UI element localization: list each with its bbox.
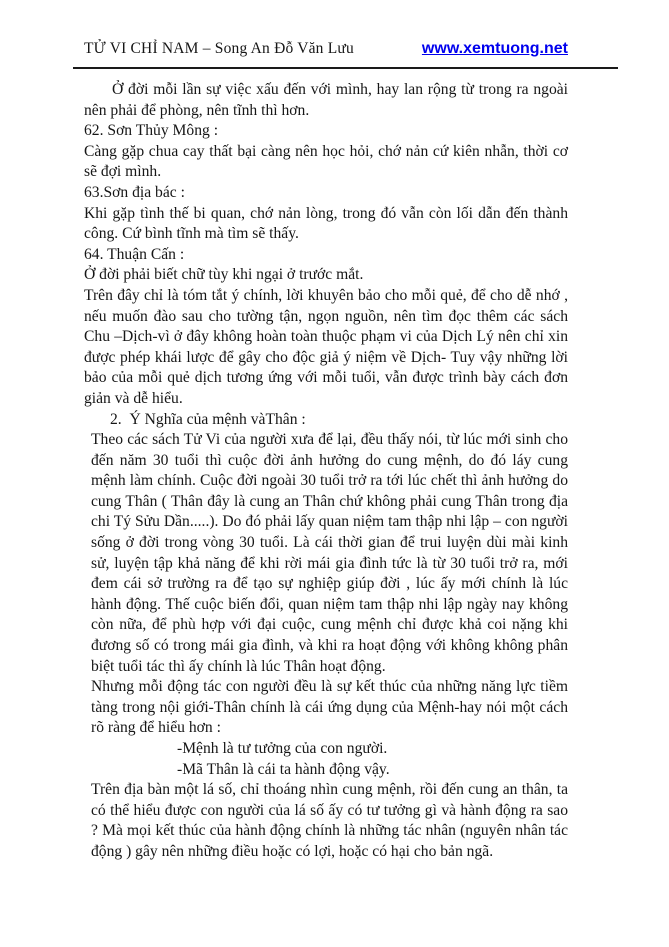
paragraph-que-62-advice: Càng gặp chua cay thất bại càng nên học hỏi, chớ nản cứ kiên nhẫn, thời cơ sẽ đợi mình. (84, 142, 568, 181)
header-divider (73, 67, 618, 69)
paragraph-que-64-advice: Ở đời phải biết chữ tùy khi ngại ở trước mắt. (84, 266, 364, 284)
paragraph-que-61-advice: Ở đời mỗi lần sự việc xấu đến với mình, hay lan rộng từ trong ra ngoài nên phải để phòng, nên tĩnh thì hơn. (84, 81, 568, 119)
heading-que-62: 62. Sơn Thủy Mông : (84, 122, 219, 140)
list-item-menh: -Mệnh là tư tưởng của con người. (177, 740, 388, 757)
paragraph-menh-than-1: Theo các sách Tử Vi của người xưa để lại, đều thấy nói, từ lúc mới sinh cho đến năm 30 tuổi thì cuộc đời ảnh hưởng do cung mệnh, do đó láy cung mệnh làm chính. Cuộc đời ngoài 30 tuổi trở ra tới lúc chết thì ảnh hưởng do cung Thân ( Thân đây là cung an Thân chứ không phải cung Thân trong địa chi Tý Sửu Dần.....). Do đó phải lấy quan niệm tam thập nhi lập – con người sống ở đời trong vòng 30 tuổi. Là cái thời gian để trui luyện dùi mài kinh sử, luyện tập khả năng để khi rời mái gia đình tức là từ 30 tuổi trở ra, mới đem cái sở trường ra để tạo sự nghiệp giúp đời , lúc ấy mới chính là lúc hành động. Thế cuộc biến đổi, quan niệm tam thập nhi lập ngày nay không còn nữa, để phù hợp với đại cuộc, cung mệnh chỉ được khả coi nặng khi đương số có trong mái gia đình, và khi ra hoạt động với không không phân biệt tuổi tác thì ấy chính là lúc Thân hoạt động. (91, 431, 568, 675)
document-body (84, 80, 568, 863)
heading-que-63: 63.Sơn địa bác : (84, 183, 185, 201)
list-item-than: -Mã Thân là cái ta hành động vậy. (177, 760, 390, 778)
paragraph-que-63-advice: Khi gặp tình thế bi quan, chớ nản lòng, trong đó vẫn còn lối dẫn đến thành công. Cứ bình tĩnh mà tìm sẽ thấy. (84, 204, 568, 243)
paragraph-summary: Trên đây chỉ là tóm tắt ý chính, lời khuyên bảo cho mỗi quẻ, để cho dễ nhớ , nếu muốn đào sau cho tường tận, ngọn nguồn, nên tìm đọc thêm các sách Chu –Dịch-vì ở đây không hoàn toàn thuộc phạm vi của Dịch Lý nên chỉ xin được phép khái lược để gây cho độc giả ý niệm về Dịch- Tuy vậy những lời bảo của mỗi quẻ dịch tương ứng với mỗi tuổi, vẫn được trình bày cách đơn giản và dễ hiểu. (84, 286, 568, 407)
heading-que-64: 64. Thuận Cấn : (84, 245, 185, 263)
paragraph-menh-than-3: Trên địa bàn một lá số, chỉ thoáng nhìn cung mệnh, rồi đến cung an thân, ta có thể hiểu được con người của lá số ấy có tư tưởng gì và hành động ra sao ? Mà mọi kết thúc của hành động chính là những tác nhân (nguyên nhân tác động ) gây nên những điều hoặc có lợi, hoặc có hại cho bản ngã. (91, 781, 568, 860)
paragraph-menh-than-2: Nhưng mỗi động tác con người đều là sự kết thúc của những năng lực tiềm tàng trong nội giới-Thân chính là cái ứng dụng của Mệnh-hay nói một cách rõ ràng để hiểu hơn : (91, 678, 568, 737)
page-header (84, 40, 568, 58)
site-link[interactable]: www.xemtuong.net (421, 40, 568, 57)
heading-section-2: 2. Ý Nghĩa của mệnh vàThân : (110, 410, 306, 428)
document-title: TỬ VI CHỈ NAM – Song An Đỗ Văn Lưu (84, 40, 354, 57)
